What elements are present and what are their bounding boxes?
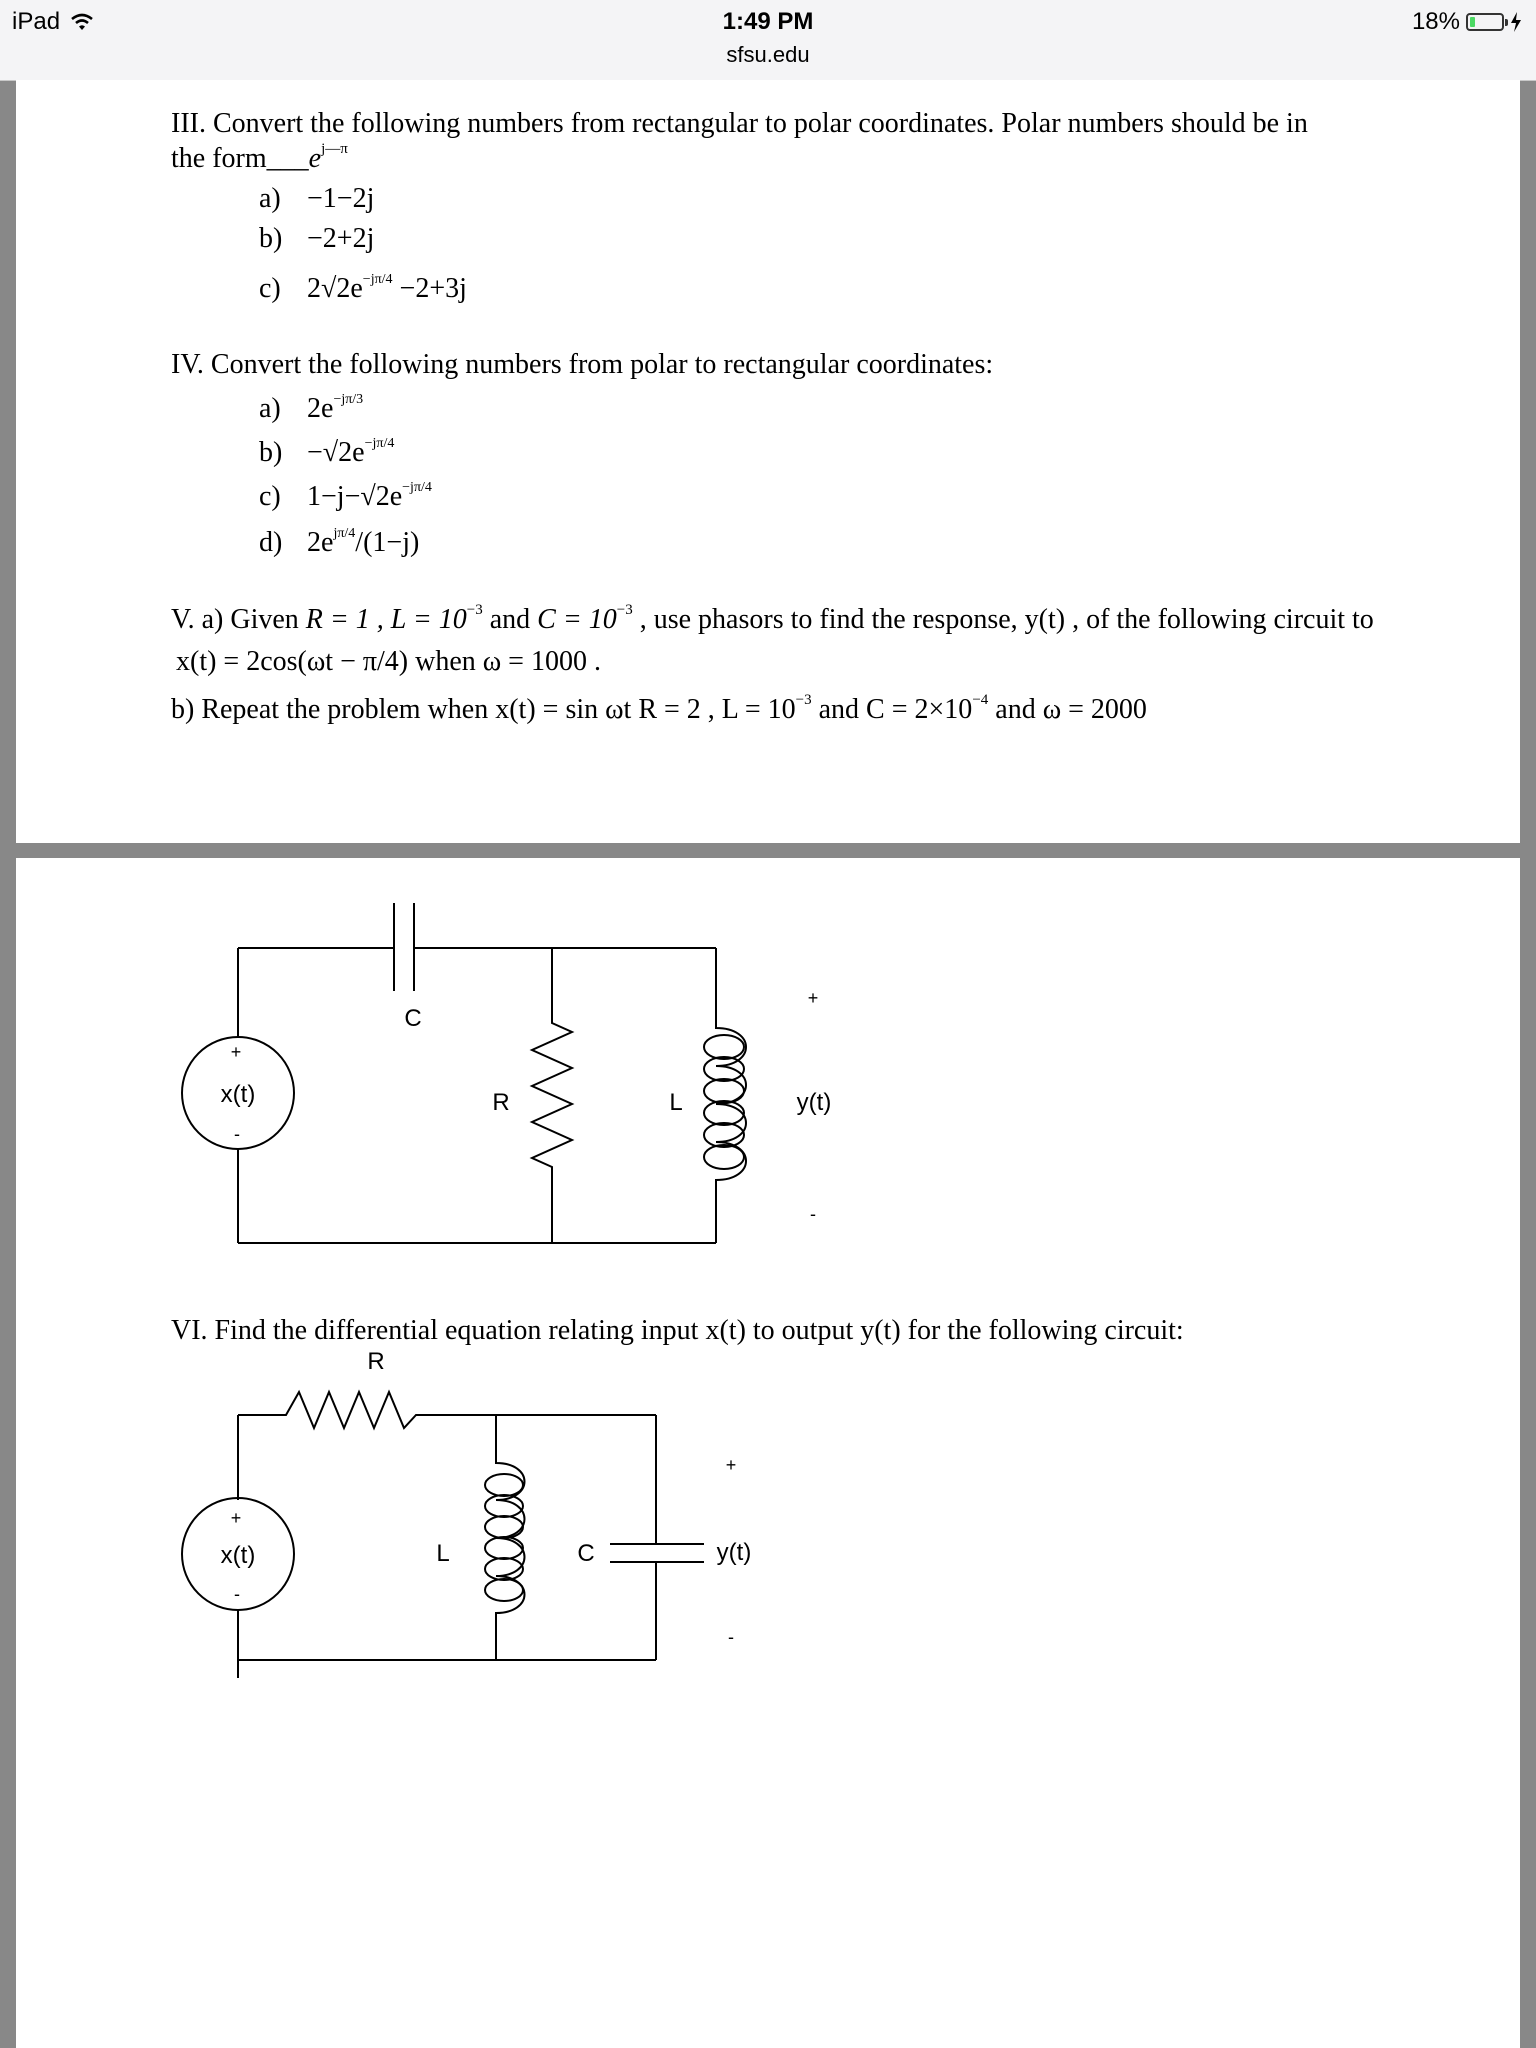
circuit-1-diagram bbox=[16, 858, 1520, 1278]
form-j: j bbox=[321, 141, 326, 157]
inductor-loop-6 bbox=[704, 1145, 744, 1169]
inductor-loop-1 bbox=[485, 1474, 523, 1496]
section4-item-a: a) $2e^{-j\pi/3}$ bbox=[259, 392, 364, 424]
output-minus: - bbox=[728, 1627, 734, 1647]
source-minus: - bbox=[234, 1124, 240, 1144]
document-page-2[interactable] bbox=[16, 858, 1520, 2048]
output-minus: - bbox=[810, 1204, 816, 1224]
battery-icon bbox=[1466, 13, 1504, 31]
section3-item-a: a) −1−2j bbox=[259, 183, 375, 214]
section4-item-b: $b) -√2e^{-j\pi/4}$ bbox=[259, 436, 395, 468]
resistor-label: R bbox=[367, 1348, 385, 1375]
inductor-label: L bbox=[436, 1540, 450, 1567]
inductor-label: L bbox=[669, 1089, 683, 1116]
inductor-loop-3 bbox=[704, 1079, 744, 1103]
section4-item-c: c) $1-j-√2e^{-j\pi/4}$ bbox=[259, 480, 432, 512]
document-page-1[interactable] bbox=[16, 80, 1520, 843]
charging-bolt-icon bbox=[1510, 12, 1522, 32]
form-prefix: the form bbox=[171, 143, 267, 174]
source-label: x(t) bbox=[220, 1081, 256, 1108]
form-e: e bbox=[308, 143, 322, 174]
section5-line3: b) Repeat the problem when x(t) = sin ωt R = 2 , $L = 10^{-3}$ and $C = 2\times 10^{-4}$ and ω = 2000 bbox=[171, 692, 1147, 725]
output-plus: + bbox=[725, 1455, 737, 1475]
resistor-icon bbox=[532, 948, 572, 1243]
circuit-2-diagram bbox=[16, 1348, 1520, 1678]
form-pi: —π bbox=[325, 141, 348, 157]
resistor-label: R bbox=[492, 1089, 510, 1116]
status-right bbox=[1412, 8, 1522, 36]
inductor-loop-1 bbox=[704, 1035, 744, 1059]
item-expr: −1−2j bbox=[307, 183, 375, 214]
section3-item-b: b) −2+2j bbox=[259, 223, 375, 254]
section3-line2 bbox=[171, 142, 348, 176]
section6-heading: VI. Find the differential equation relating input x(t) to output y(t) for the following circuit: bbox=[171, 1315, 1184, 1346]
status-bar bbox=[0, 0, 1536, 81]
item-expr: −2+2j bbox=[307, 223, 375, 254]
section5-line2: x(t) = 2cos(ωt − π/4) when ω = 1000 . bbox=[176, 646, 601, 677]
section3-line1: III. Convert the following numbers from rectangular to polar coordinates. Polar numbers should be in bbox=[171, 108, 1308, 139]
section3-item-c: c) $2√2e^{-j\pi/4} -2+3j$ bbox=[259, 272, 467, 304]
output-label: y(t) bbox=[796, 1089, 832, 1116]
resistor-icon bbox=[238, 1392, 656, 1428]
device-name: iPad bbox=[12, 8, 61, 35]
battery-percent: 18% bbox=[1411, 8, 1460, 35]
section4-item-d: d) $2e^{j\pi/4}/(1-j)$ bbox=[259, 526, 420, 558]
address-url[interactable]: sfsu.edu bbox=[726, 42, 810, 67]
battery-level bbox=[1470, 17, 1475, 27]
capacitor-label: C bbox=[404, 1005, 422, 1032]
source-plus: + bbox=[230, 1508, 242, 1528]
inductor-loop-6 bbox=[485, 1579, 523, 1601]
capacitor-label: C bbox=[577, 1540, 595, 1567]
source-plus: + bbox=[230, 1042, 242, 1062]
source-label: x(t) bbox=[220, 1542, 256, 1569]
inductor-loop-4 bbox=[485, 1537, 523, 1559]
status-time: 1:49 PM bbox=[722, 8, 814, 35]
inductor-loop-2 bbox=[704, 1057, 744, 1081]
output-label: y(t) bbox=[716, 1539, 752, 1566]
form-blank: ___ bbox=[266, 143, 309, 174]
section4-heading: IV. Convert the following numbers from polar to rectangular coordinates: bbox=[171, 349, 994, 380]
source-minus: - bbox=[234, 1584, 240, 1604]
section5-line1: V. a) Given R = 1 , $L = 10^{-3}$ and $C = 10^{-3}$ , use phasors to find the response, y(t) , of the following circuit to bbox=[171, 602, 1374, 635]
inductor-loop-3 bbox=[485, 1516, 523, 1538]
output-plus: + bbox=[807, 988, 819, 1008]
